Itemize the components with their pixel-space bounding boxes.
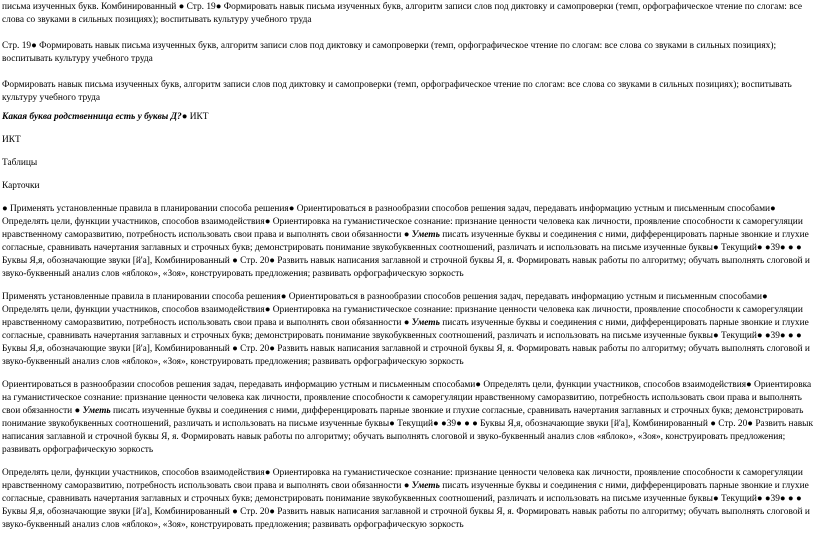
paragraph-8-part-a: ● Применять установленные правила в планировании способа решения● Ориентироваться в разнообразии способов решения задач, передавать информацию устным и письменным способами● Определять цели, функции участников, способов взаимодействия● Ориентировка на гуманистическое сознание: признание ценности человека как личности, проявление способности к саморегуляции нравственному саморазвитию, потребность использовать свои права и выполнять свои обязанности ●: [2, 204, 803, 240]
paragraph-10-part-c: писать изученные буквы и соединения с ними, дифференцировать парные звонкие и глухие согласные, сравнивать начертания заглавных и строчных букв; демонстрировать понимание звукобуквенных соотношений, различать и использовать на письме изученные буквы● Текущий● ●39● ● ● Буквы Я,я, обозначающие звуки [й'а], Комбинированный ● Стр. 20● Развить навык написания заглавной и строчной буквы Я, я. Формировать навык работы по алгоритму; обучать выполнять слоговой и звуко-буквенный анализ слов «яблоко», «Зоя», конструировать предложения; развивать орфографическую зоркость: [2, 406, 814, 455]
paragraph-11-part-c: писать изученные буквы и соединения с ними, дифференцировать парные звонкие и глухие согласные, сравнивать начертания заглавных и строчных букв; демонстрировать понимание звукобуквенных соотношений, различать и использовать на письме изученные буквы● Текущий● ●39● ● ● Буквы Я,я, обозначающие звуки [й'а], Комбинированный ● Стр. 20● Развить навык написания заглавной и строчной буквы Я, я. Формировать навык работы по алгоритму; обучать выполнять слоговой и звуко-буквенный анализ слов «яблоко», «Зоя», конструировать предложения; развивать орфографическую зоркость: [2, 481, 810, 530]
paragraph-10: [2, 379, 814, 457]
paragraph-11-emphasis: Уметь: [411, 481, 440, 491]
paragraph-2: Стр. 19● Формировать навык письма изученных букв, алгоритм записи слов под диктовку и самопроверки (темп, орфографическое чтение по слогам: все слова со звуками в сильных позициях); воспитывать культуру учебного труда: [2, 41, 777, 64]
paragraph-8: [2, 203, 814, 281]
question-suffix: ● ИКТ: [181, 112, 209, 122]
paragraph-9-part-c: писать изученные буквы и соединения с ними, дифференцировать парные звонкие и глухие согласные, сравнивать начертания заглавных и строчных букв; демонстрировать понимание звукобуквенных соотношений, различать и использовать на письме изученные буквы● Текущий● ●39● ● ● Буквы Я,я, обозначающие звуки [й'а], Комбинированный ● Стр. 20● Развить навык написания заглавной и строчной буквы Я, я. Формировать навык работы по алгоритму; обучать выполнять слоговой и звуко-буквенный анализ слов «яблоко», «Зоя», конструировать предложения; развивать орфографическую зоркость: [2, 318, 810, 367]
paragraph-11: [2, 467, 814, 532]
paragraph-question: [2, 111, 814, 124]
paragraph-8-emphasis: Уметь: [411, 230, 440, 240]
paragraph-cards: Карточки: [2, 181, 40, 191]
paragraph-tables: Таблицы: [2, 158, 38, 168]
paragraph-10-part-a: Ориентироваться в разнообразии способов решения задач, передавать информацию устным и письменным способами● Определять цели, функции участников, способов взаимодействия● Ориентировка на гуманистическое сознание: признание ценности человека как личности, проявление способности к саморегуляции нравственному саморазвитию, потребность использовать свои права и выполнять свои обязанности ●: [2, 380, 812, 416]
paragraph-11-part-a: Определять цели, функции участников, способов взаимодействия● Ориентировка на гуманистическое сознание: признание ценности человека как личности, проявление способности к саморегуляции нравственному саморазвитию, потребность использовать свои права и выполнять свои обязанности ●: [2, 468, 803, 491]
paragraph-9-part-a: Применять установленные правила в планировании способа решения● Ориентироваться в разнообразии способов решения задач, передавать информацию устным и письменным способами● Определять цели, функции участников, способов взаимодействия● Ориентировка на гуманистическое сознание: признание ценности человека как личности, проявление способности к саморегуляции нравственному саморазвитию, потребность использовать свои права и выполнять свои обязанности ●: [2, 292, 803, 328]
paragraph-1: письма изученных букв. Комбинированный ● Стр. 19● Формировать навык письма изученных букв, алгоритм записи слов под диктовку и самопроверки (темп, орфографическое чтение по слогам: все слова со звуками в сильных позициях); воспитывать культуру учебного труда: [2, 2, 803, 25]
paragraph-9: [2, 291, 814, 369]
paragraph-8-part-c: писать изученные буквы и соединения с ними, дифференцировать парные звонкие и глухие согласные, сравнивать начертания заглавных и строчных букв; демонстрировать понимание звукобуквенных соотношений, различать и использовать на письме изученные буквы● Текущий● ●39● ● ● Буквы Я,я, обозначающие звуки [й'а], Комбинированный ● Стр. 20● Развить навык написания заглавной и строчной буквы Я, я. Формировать навык работы по алгоритму; обучать выполнять слоговой и звуко-буквенный анализ слов «яблоко», «Зоя», конструировать предложения; развивать орфографическую зоркость: [2, 230, 810, 279]
document-page: [2, 1, 814, 532]
paragraph-9-emphasis: Уметь: [411, 318, 440, 328]
paragraph-10-emphasis: Уметь: [82, 406, 111, 416]
question-text: Какая буква родственница есть у буквы Д?: [2, 112, 182, 122]
paragraph-3: Формировать навык письма изученных букв, алгоритм записи слов под диктовку и самопроверки (темп, орфографическое чтение по слогам: все слова со звуками в сильных позициях); воспитывать культуру учебного труда: [2, 80, 792, 103]
paragraph-ikt: ИКТ: [2, 135, 21, 145]
